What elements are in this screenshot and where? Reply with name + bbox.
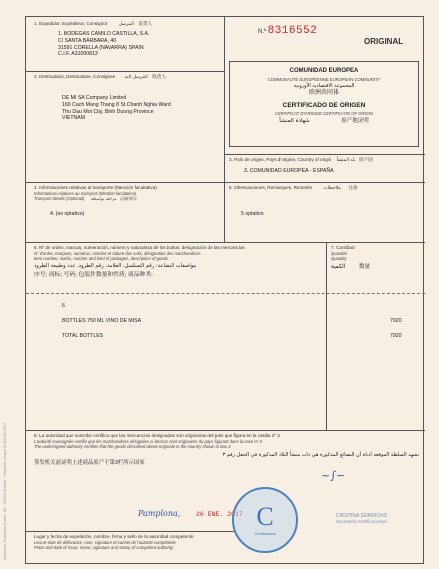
serial-value: 8316552 [267, 25, 318, 37]
box1-arabic: المرسل [118, 22, 134, 27]
box5-chinese: 注备 [348, 185, 358, 190]
box8-label: 8. La autoridad que suscribe certifica que las mercancías designadas son originarias del país que figura en la casilla nº 3 [34, 433, 280, 438]
box8-chinese: 签发机关兹证明上述商品原产于第3栏所示国家 [34, 460, 145, 467]
box3-header [229, 157, 421, 164]
item-number: 6 [62, 303, 65, 309]
box1-header [34, 21, 224, 28]
box4-chinese: 运输情况 [119, 195, 137, 201]
transport-details: 4. (es optativo) [50, 211, 85, 217]
divider [224, 17, 225, 242]
issue-date: 26 ENE. 2017 [196, 511, 243, 518]
certificate-form [25, 16, 424, 564]
box7-label-fr: Quantité [331, 250, 347, 256]
box6-label-fr: N° d'ordre, marques, numéros, nombre et nature des colis, désignation des marchandises [34, 250, 201, 256]
community-subtitle: COMMUNAUTÉ EUROPÉENNE EUROPEAN COMMUNITY [267, 76, 381, 82]
box5-arabic: ملاحظات [323, 186, 341, 191]
box4-label: 4. Informaciones relativas al transporte (Mención facultativa) [34, 185, 157, 190]
consignee-line: DE MI SA Company Limited [62, 95, 127, 101]
box7-intl [331, 264, 421, 271]
box4-header [34, 185, 222, 201]
box2-header [34, 74, 224, 81]
consignor-block [58, 31, 228, 58]
certificate-title-box [229, 61, 419, 147]
box8-footer [34, 534, 234, 550]
stamp-text: Certificados [254, 531, 276, 536]
box6-header [34, 245, 322, 279]
issue-place: Pamplona, [138, 509, 181, 518]
original-label: ORIGINAL [364, 37, 404, 46]
box2-chinese: 收货人 [152, 74, 166, 79]
divider [26, 71, 224, 72]
box8-arabic: تشهد السلطة الموقعة أدناه أن البضائع المذكورة هي ذات منشأ البلاد المذكورة في الحقل رقم ٣ [222, 452, 419, 459]
printer-side-note: Imprenta: Españas Gante, 38 · 28034 Madrid · Depósito Legal M-40016-2007 [2, 422, 7, 560]
box3-arabic: بلد المنشأ [336, 158, 356, 163]
box5-header [229, 185, 421, 192]
community-arabic: المجموعة الاقتصادية الأوروبية [293, 82, 355, 89]
box8-footer-fr: Lieu et date de délivrance, nom, signature et cachet de l'autorité compétente [34, 539, 176, 545]
consignee-line: 169 Cach Mang Thang 8 St.Chanh Nghia Ward [62, 101, 171, 108]
item-quantity: 7920 [390, 333, 402, 339]
serial-number [258, 25, 317, 39]
box8-footer-en: Place and date of issue, name, signature and stamp of competent authority [34, 544, 174, 550]
box6-arabic: مواصفات البضاعة: رقم التسلسل، العلامة، رقم الطرود، عدد وطبيعة الطرود [34, 263, 197, 270]
item-quantity: 7920 [390, 318, 402, 324]
signatory-title: Secretaria Certificaciones [336, 519, 388, 525]
box4-label-fr: Informations relatives au transport (Mention facultative) [34, 190, 137, 196]
box6-chinese: 序号; 商标; 号码; 包装件数量和性质; 商品种类: [34, 271, 153, 278]
consignor-line: C.I.F. A31000813 [58, 51, 98, 58]
box1-label: 1. Expedidor, Expéditeur, Consignor [34, 21, 108, 26]
consignee-line: Thu Dau Mot City, Binh Duong Province [62, 108, 154, 115]
community-chinese: 欧洲共同体 [308, 90, 339, 96]
consignor-line: 31591 CORELLA (NAVARRA) SPAIN [58, 44, 144, 51]
divider [26, 430, 425, 431]
serial-prefix: N.º [258, 29, 267, 35]
heading-chinese: 原产地证明 [341, 117, 369, 124]
box2-arabic: المرسل اليه [124, 75, 148, 80]
box2-label: 2. Destinatario, Destinataire, Consignee [34, 74, 116, 79]
box7-label: 7. Cantidad [331, 245, 355, 250]
box8-header [34, 433, 419, 467]
box4-arabic: مرحلة بواسطة [90, 195, 117, 201]
box1-chinese: 发货人 [138, 21, 153, 26]
origin-country: 3. COMUNIDAD EUROPEA - ESPAÑA [244, 168, 334, 174]
divider [26, 182, 425, 183]
box3-chinese: 原产国 [358, 157, 373, 162]
consignee-block [62, 95, 222, 122]
box8-label-fr: L'autorité soussignée certifie que les marchandises désignées ci-dessus sont originaires du pays figurant dans la case nº 3 [34, 438, 262, 444]
box7-chinese: 数量 [358, 264, 371, 271]
box7-label-en: Quantity [331, 255, 347, 261]
remarks-value: 5 optativo [241, 211, 264, 217]
stamp-letter: C [256, 502, 274, 531]
consignor-line: 1. BODEGAS CAMILO CASTILLA, S.A. [58, 31, 150, 37]
community-title: COMUNIDAD EUROPEA [289, 68, 359, 74]
box8-label-en: The undersigned authority certifies that the goods described above originate in the country shown in box 3 [34, 443, 231, 449]
box8-footer-es: Lugar y fecha de expedición, nombre, firma y sello de la autoridad competente [34, 534, 194, 539]
certificate-heading-intl [230, 118, 418, 125]
certificate-heading-sub: CERTIFICAT D'ORIGINE CERTIFICATE OF ORIGIN [274, 110, 374, 116]
box6-label-en: Item number, marks, number and kind of packages, description of goods [34, 255, 169, 261]
box3-label: 3. País de origen, Pays d'origine, Country of origin [229, 157, 332, 162]
official-stamp [232, 487, 298, 553]
box7-header [331, 245, 421, 271]
divider [326, 242, 327, 430]
box5-label: 5. Observaciones, Remarques, Remarks [229, 185, 312, 190]
box7-arabic: الكمية [331, 264, 346, 271]
divider [26, 531, 234, 532]
signature: ~∫∽ [321, 469, 346, 482]
signatory-name: CRISTINA SORRICHO [336, 513, 388, 519]
box4-label-en [34, 196, 222, 201]
item-row [62, 318, 312, 325]
heading-arabic: شهادة المنشأ [279, 117, 310, 124]
signatory-block [336, 513, 416, 525]
divider [224, 154, 425, 155]
divider [26, 242, 425, 243]
item-row [62, 333, 312, 340]
certificate-heading: CERTIFICADO DE ORIGEN [282, 101, 366, 109]
box6-label: 6. Nº de orden, marcas, numeración, número y naturaleza de los bultos, designación de las mercancías [34, 245, 245, 250]
item-description: BOTTLES 750 ML VINO DE MISA [62, 318, 142, 324]
box4-label-en-text: Transport details (Optional) [34, 195, 85, 201]
consignee-line: VIETNAM [62, 115, 86, 122]
item-description: TOTAL BOTTLES [62, 333, 104, 339]
divider [26, 293, 425, 294]
consignor-line: C/ SANTA BÁRBARA, 40 [58, 37, 117, 44]
